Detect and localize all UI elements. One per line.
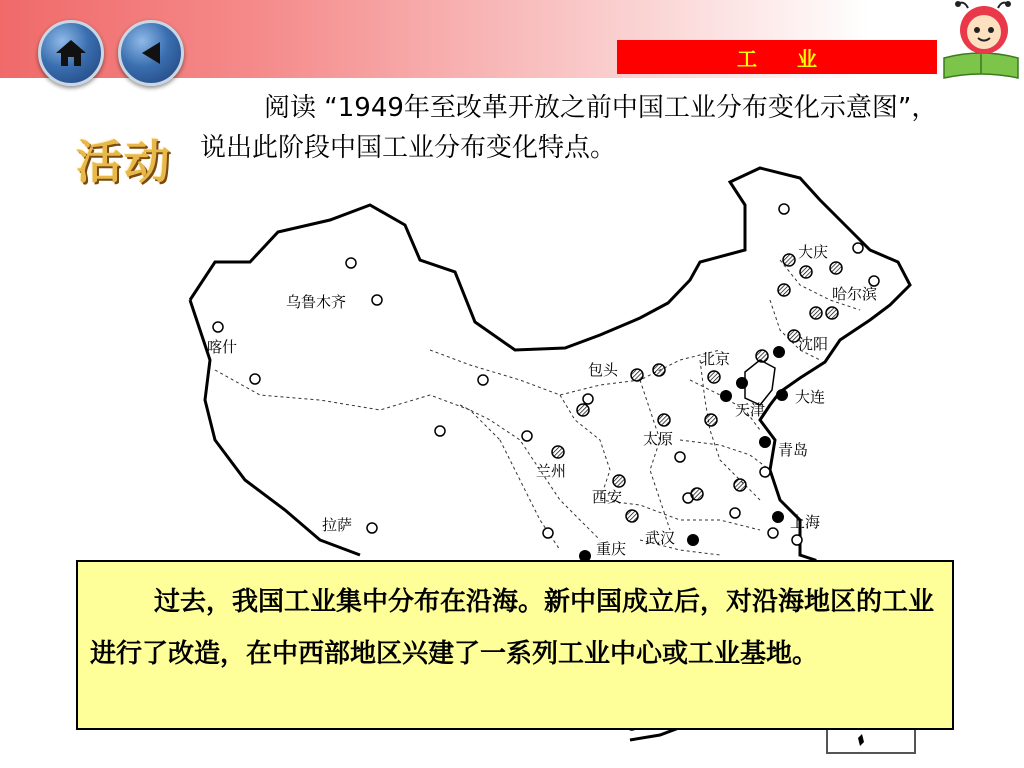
city-label: 北京 [700, 350, 731, 368]
city-marker-hatched [810, 307, 822, 319]
info-box [76, 560, 954, 730]
city-label: 大庆 [798, 243, 829, 261]
city-marker-urumqi [372, 295, 382, 305]
city-marker-hatched [778, 284, 790, 296]
city-label: 青岛 [778, 441, 809, 459]
city-marker-wuhan [687, 534, 699, 546]
city-marker-lanzhou [552, 446, 564, 458]
city-marker-hollow [853, 243, 863, 253]
city-marker-shenyang [773, 346, 785, 358]
city-label: 包头 [588, 361, 619, 379]
city-marker-hollow [435, 426, 445, 436]
activity-label: 活动 [76, 135, 172, 189]
city-label: 沈阳 [798, 335, 829, 353]
city-marker-hatched [653, 364, 665, 376]
city-marker-hollow [675, 452, 685, 462]
city-marker-hollow [478, 375, 488, 385]
city-marker-hatched [577, 404, 589, 416]
city-marker-hollow [768, 528, 778, 538]
city-label: 上海 [790, 513, 821, 531]
city-marker-hollow [583, 394, 593, 404]
city-marker-qingdao [759, 436, 771, 448]
home-button[interactable] [38, 20, 104, 86]
city-label: 大连 [795, 388, 826, 406]
city-marker-hollow [792, 535, 802, 545]
city-marker-hollow [779, 204, 789, 214]
city-marker-daqing [783, 254, 795, 266]
city-label: 兰州 [536, 462, 567, 480]
city-marker-shanghai [772, 511, 784, 523]
bohai-bay [745, 360, 775, 405]
city-marker-hollow [522, 431, 532, 441]
city-marker-solid [736, 377, 748, 389]
city-marker-dalian [776, 389, 788, 401]
city-marker-tianjin [720, 390, 732, 402]
city-marker-hatched [800, 266, 812, 278]
city-marker-lhasa [367, 523, 377, 533]
city-marker-hatched [826, 307, 838, 319]
city-marker-hollow [730, 508, 740, 518]
city-label: 天津 [735, 401, 766, 419]
city-marker-hatched [734, 479, 746, 491]
section-title[interactable]: 工 业 [617, 40, 937, 74]
city-marker-taiyuan [658, 414, 670, 426]
back-arrow-icon [136, 38, 166, 68]
activity-prompt-text: 阅读 “1949年至改革开放之前中国工业分布变化示意图”，说出此阶段中国工业分布变化特点。 [200, 93, 938, 163]
city-marker-hatched [756, 350, 768, 362]
city-marker-beijing [708, 371, 720, 383]
home-icon [54, 38, 88, 68]
city-marker-hatched [626, 510, 638, 522]
city-label: 乌鲁木齐 [286, 293, 347, 311]
city-marker-hollow [250, 374, 260, 384]
mascot-illustration [938, 0, 1024, 82]
info-text: 过去，我国工业集中分布在沿海。新中国成立后，对沿海地区的工业进行了改造，在中西部地区兴建了一系列工业中心或工业基地。 [90, 587, 935, 669]
city-marker-xian [613, 475, 625, 487]
city-marker-hatched [691, 488, 703, 500]
back-button[interactable] [118, 20, 184, 86]
city-labels [207, 243, 877, 558]
city-marker-harbin [830, 262, 842, 274]
city-marker-hollow [760, 467, 770, 477]
activity-prompt [200, 88, 940, 168]
city-label: 拉萨 [322, 516, 353, 534]
city-marker-hatched [705, 414, 717, 426]
city-label: 太原 [643, 430, 674, 448]
city-label: 西安 [592, 488, 623, 506]
city-label: 武汉 [645, 529, 676, 547]
city-marker-hollow [543, 528, 553, 538]
city-marker-kashgar [213, 322, 223, 332]
city-marker-hollow [346, 258, 356, 268]
city-label: 哈尔滨 [832, 285, 878, 303]
city-label: 喀什 [207, 338, 238, 356]
city-marker-baotou [631, 369, 643, 381]
city-label: 重庆 [596, 540, 627, 558]
